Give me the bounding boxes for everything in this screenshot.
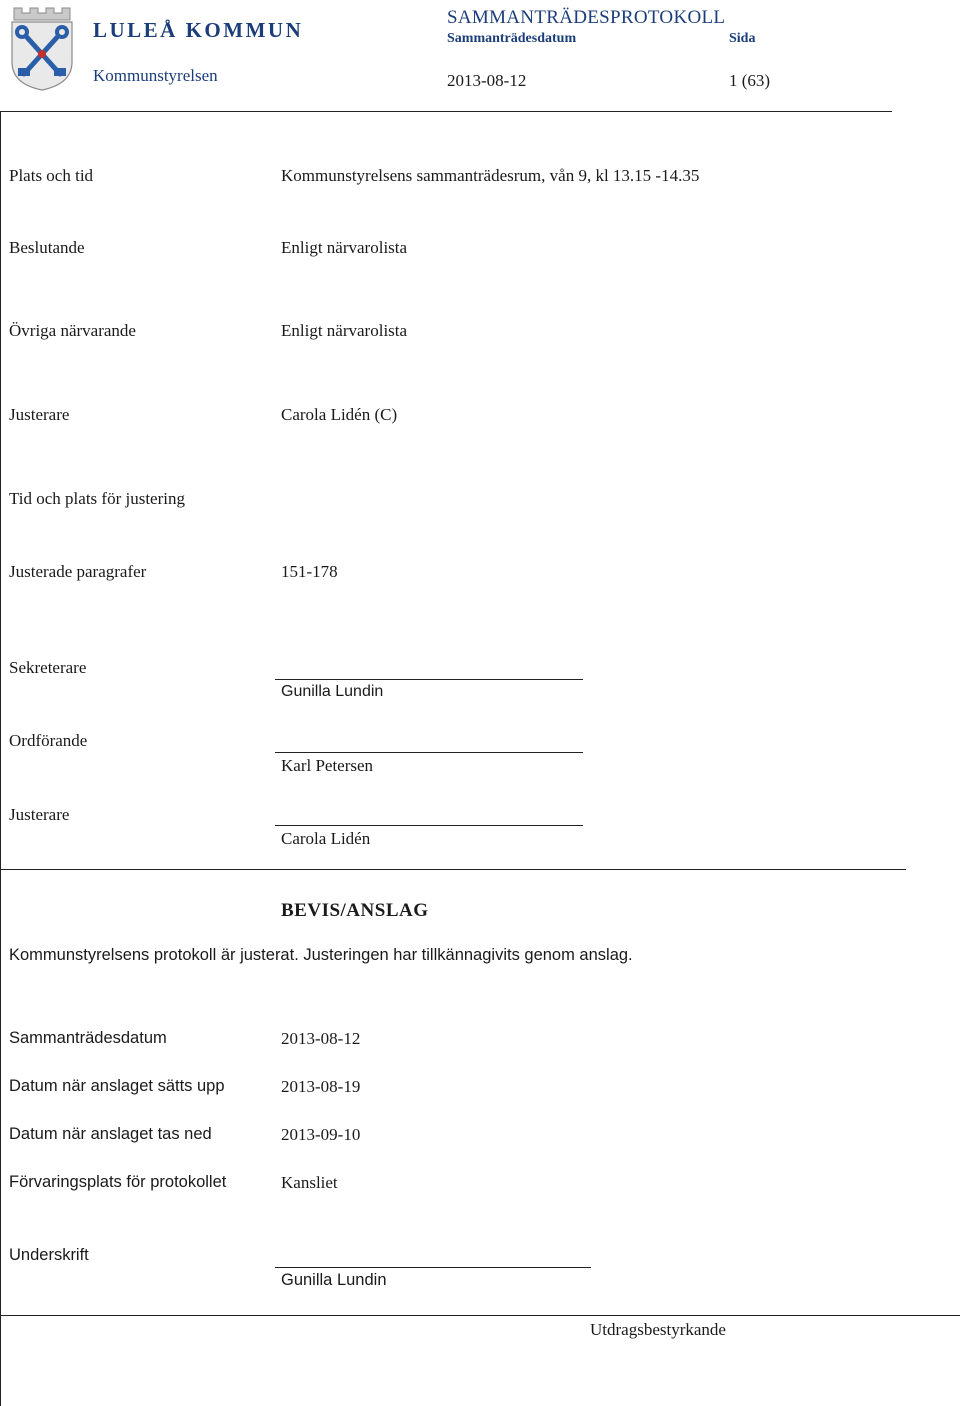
bevis-value-storage: Kansliet bbox=[281, 1173, 338, 1192]
signature-line-secretary bbox=[275, 679, 583, 680]
row-value-adjuster: Carola Lidén (C) bbox=[281, 405, 398, 424]
bevis-value-removed-date: 2013-09-10 bbox=[281, 1125, 361, 1144]
organization-name: LULEÅ KOMMUN bbox=[93, 18, 304, 42]
crown-icon bbox=[14, 8, 70, 20]
header-date-label: Sammanträdesdatum bbox=[447, 31, 577, 46]
section-divider bbox=[0, 869, 906, 870]
header-divider bbox=[0, 111, 892, 112]
signature-role-secretary: Sekreterare bbox=[9, 658, 87, 677]
signature-role-chair: Ordförande bbox=[9, 731, 88, 750]
bevis-signature-label: Underskrift bbox=[9, 1246, 89, 1264]
signature-name-chair: Karl Petersen bbox=[281, 756, 374, 775]
row-value-others-present: Enligt närvarolista bbox=[281, 321, 408, 340]
signature-name-adjuster: Carola Lidén bbox=[281, 829, 371, 848]
bevis-label-meeting-date: Sammanträdesdatum bbox=[9, 1029, 167, 1047]
row-value-adjusted-paragraphs: 151-178 bbox=[281, 562, 338, 581]
signature-line-chair bbox=[275, 752, 583, 753]
row-label-deciding: Beslutande bbox=[9, 238, 85, 257]
lulea-coat-of-arms-logo bbox=[8, 4, 76, 92]
bevis-label-posted-date: Datum när anslaget sätts upp bbox=[9, 1077, 225, 1095]
row-value-deciding: Enligt närvarolista bbox=[281, 238, 408, 257]
header-page-label: Sida bbox=[729, 31, 756, 46]
row-label-place-time: Plats och tid bbox=[9, 166, 94, 185]
bevis-statement: Kommunstyrelsens protokoll är justerat. Justeringen har tillkännagivits genom anslag. bbox=[9, 946, 633, 964]
document-title: SAMMANTRÄDESPROTOKOLL bbox=[447, 7, 726, 28]
row-value-place-time: Kommunstyrelsens sammanträdesrum, vån 9, kl 13.15 -14.35 bbox=[281, 166, 700, 185]
signature-line-adjuster bbox=[275, 825, 583, 826]
row-label-others-present: Övriga närvarande bbox=[9, 321, 136, 340]
header-page-value: 1 (63) bbox=[729, 71, 771, 90]
bevis-label-removed-date: Datum när anslaget tas ned bbox=[9, 1125, 212, 1143]
bevis-value-meeting-date: 2013-08-12 bbox=[281, 1029, 361, 1048]
signature-name-secretary: Gunilla Lundin bbox=[281, 683, 384, 700]
bevis-label-storage: Förvaringsplats för protokollet bbox=[9, 1173, 227, 1191]
footer-divider bbox=[0, 1315, 960, 1316]
bevis-value-posted-date: 2013-08-19 bbox=[281, 1077, 361, 1096]
header-date-value: 2013-08-12 bbox=[447, 71, 527, 90]
signature-role-adjuster: Justerare bbox=[9, 805, 70, 824]
row-label-adjusted-paragraphs: Justerade paragrafer bbox=[9, 562, 147, 581]
row-label-adjustment-time-place: Tid och plats för justering bbox=[9, 489, 185, 508]
department-name: Kommunstyrelsen bbox=[93, 66, 218, 85]
row-label-adjuster: Justerare bbox=[9, 405, 70, 424]
bevis-signature-line bbox=[275, 1267, 591, 1268]
bevis-title: BEVIS/ANSLAG bbox=[281, 900, 429, 921]
red-dot-icon bbox=[38, 50, 46, 58]
left-margin-line bbox=[0, 111, 1, 1406]
footer-certification-label: Utdragsbestyrkande bbox=[590, 1320, 726, 1339]
bevis-signature-name: Gunilla Lundin bbox=[281, 1271, 387, 1289]
